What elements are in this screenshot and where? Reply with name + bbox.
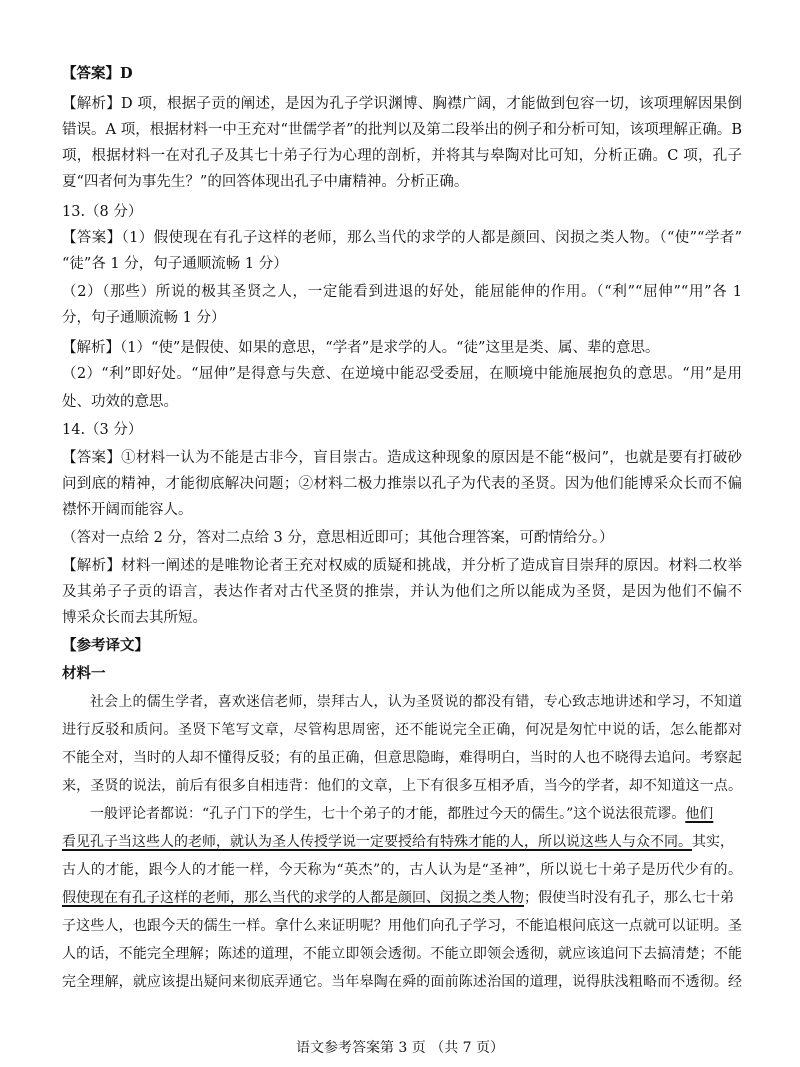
analysis-14-line: 及其弟子子贡的语言，表达作者对古代圣贤的推崇，并认为他们之所以能成为圣贤，是因为他们不偏不 (62, 584, 742, 600)
answer-13-line: “徒”各 1 分，句子通顺流畅 1 分） (62, 256, 288, 272)
answer-14-line: 问到底的精神，才能彻底解决问题；②材料二极力推崇以孔子为代表的圣贤。因为他们能博采众长而不偏 (62, 476, 742, 492)
analysis-14-line: 博采众长而去其所短。 (62, 610, 207, 626)
answer-12: 【答案】D (62, 65, 133, 82)
translation-para-2-line (90, 804, 742, 824)
answer-14-line: 【答案】①材料一认为不能是古非今，盲目崇古。造成这种现象的原因是不能“极问”，也就是要有打破砂 (62, 450, 742, 466)
question-14-title: 14.（3 分） (62, 422, 143, 438)
translation-para-2-line (62, 832, 742, 852)
analysis-13-line: 处、功效的意思。 (62, 394, 178, 410)
translation-para-1-line: 来，圣贤的说法，前后有很多自相违背：他们的文章，上下有很多互相矛盾，当今的学者，却不知道这一点。 (62, 778, 742, 794)
underlined-text: 看见孔子当这些人的老师，就认为圣人传授学说一定要授给有特殊才能的人，所以说这些人与众不同。 (62, 834, 692, 850)
answer-13-line: 分，句子通顺流畅 1 分） (62, 310, 226, 326)
translation-para-2-line: 古人的才能，跟今人的才能一样，今天称为“英杰”的，古人认为是“圣神”，所以说七十弟子是历代少有的。 (62, 862, 742, 878)
analysis-12-line: 【解析】D 项，根据子贡的阐述，是因为孔子学识渊博、胸襟广阔，才能做到包容一切，该项理解因果倒 (62, 96, 742, 112)
analysis-12-line: 错误。A 项，根据材料一中王充对“世儒学者”的批判以及第二段举出的例子和分析可知，该项理解正确。B (62, 122, 742, 138)
translation-para-2-line: 人的话，不能完全理解；陈述的道理，不能立即领会透彻。不能立即领会透彻，就应该追问下去搞清楚；不能 (62, 946, 742, 962)
translation-para-2-line (62, 888, 742, 908)
analysis-13-line: 【解析】（1）“使”是假使、如果的意思，“学者”是求学的人。“徒”这里是类、属、辈的意思。 (62, 340, 660, 356)
para-2-text: ；假使当时没有孔子，那么七十弟 (524, 890, 734, 906)
answer-13-line: （2）（那些）所说的极其圣贤之人，一定能看到进退的好处，能屈能伸的作用。（“利”“屈伸”“用”各 1 (62, 284, 742, 300)
translation-para-2-line: 子这些人，也跟今天的儒生一样。拿什么来证明呢？用他们向孔子学习，不能追根问底这一点就可以证明。圣 (62, 918, 742, 934)
underlined-text: 假使现在有孔子这样的老师，那么当代的求学的人都是颜回、闵损之类人物 (62, 890, 524, 906)
translation-para-1-line: 进行反驳和质问。圣贤下笔写文章，尽管构思周密，还不能说完全正确，何况是匆忙中说的话，怎么能都对 (62, 722, 742, 738)
translation-para-1-line: 社会上的儒生学者，喜欢迷信老师，崇拜古人，认为圣贤说的都没有错，专心致志地讲述和学习，不知道 (90, 694, 742, 710)
scoring-note-14: （答对一点给 2 分，答对二点给 3 分，意思相近即可；其他合理答案，可酌情给分。） (62, 530, 614, 546)
translation-para-1-line: 不能全对，当时的人却不懂得反驳；有的虽正确，但意思隐晦，难得明白，当时的人也不晓得去追问。考察起 (62, 750, 742, 766)
answer-14-line: 襟怀开阔而能容人。 (62, 502, 193, 518)
material-1-heading: 材料一 (62, 665, 106, 682)
translation-heading: 【参考译文】 (62, 637, 149, 654)
analysis-14-line: 【解析】材料一阐述的是唯物论者王充对权威的质疑和挑战，并分析了造成盲目崇拜的原因。材料二枚举 (62, 558, 742, 574)
analysis-13-line: （2）“利”即好处。“屈伸”是得意与失意、在逆境中能忍受委屈，在顺境中能施展抱负的意思。“用”是用 (62, 366, 742, 382)
analysis-12-line: 项，根据材料一在对孔子及其七十弟子行为心理的剖析，并将其与皋陶对比可知，分析正确。C 项，孔子 (62, 148, 742, 164)
analysis-12-line: 夏“四者何为事先生？”的回答体现出孔子中庸精神。分析正确。 (62, 174, 469, 190)
para-2-text: 其实， (692, 834, 734, 850)
translation-para-2-line: 完全理解，就应该提出疑问来彻底弄通它。当年皋陶在舜的面前陈述治国的道理，说得肤浅粗略而不透彻。经 (62, 974, 742, 990)
question-13-title: 13.（8 分） (62, 204, 143, 220)
underlined-text: 他们 (685, 806, 714, 822)
para-2-text: 一般评论者都说：“孔子门下的学生，七十个弟子的才能，都胜过今天的儒生。”这个说法很荒谬。 (90, 806, 686, 822)
page-footer: 语文参考答案第 3 页 （共 7 页） (295, 1040, 505, 1056)
answer-13-line: 【答案】（1）假使现在有孔子这样的老师，那么当代的求学的人都是颜回、闵损之类人物。（“使”“学者” (62, 230, 742, 246)
